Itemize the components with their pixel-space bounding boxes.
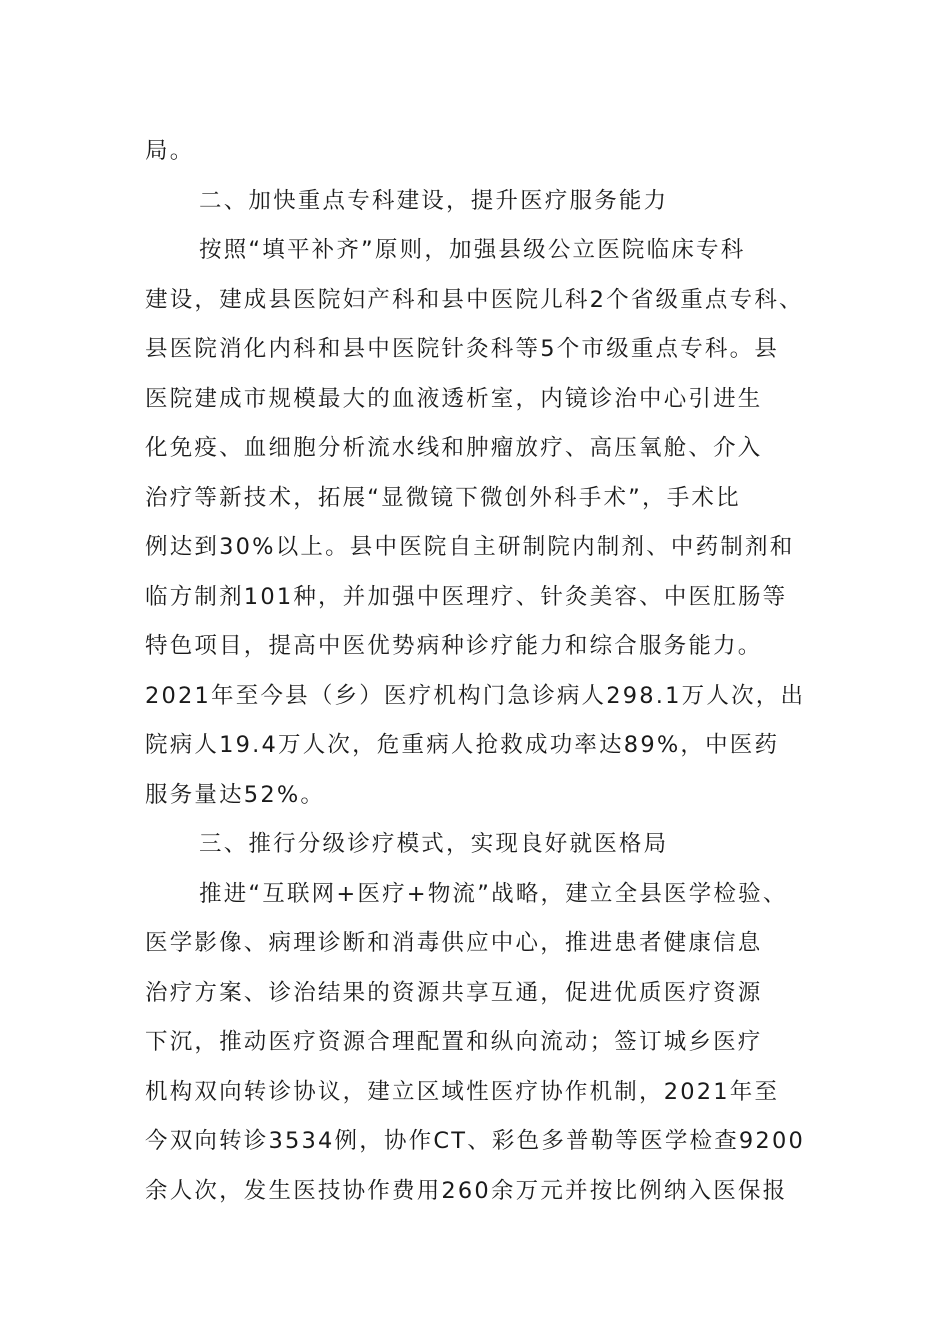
text-line: 机构双向转诊协议，建立区域性医疗协作机制，2021年至 (145, 1078, 780, 1105)
text-line: 医学影像、病理诊断和消毒供应中心，推进患者健康信息 (145, 930, 763, 956)
text-line: 局。 (145, 138, 195, 164)
text-line: 例达到30%以上。县中医院自主研制院内制剂、中药制剂和 (145, 534, 795, 560)
text-line: 今双向转诊3534例，协作CT、彩色多普勒等医学检查9200 (145, 1128, 805, 1154)
text-line: 三、推行分级诊疗模式，实现良好就医格局 (199, 831, 669, 857)
text-line: 余人次，发生医技协作费用260余万元并按比例纳入医保报 (145, 1177, 788, 1204)
text-line: 2021年至今县（乡）医疗机构门急诊病人298.1万人次，出 (145, 682, 806, 709)
text-line: 医院建成市规模最大的血液透析室，内镜诊治中心引进生 (145, 385, 763, 412)
text-line: 县医院消化内科和县中医院针灸科等5个市级重点专科。县 (145, 336, 780, 362)
text-line: 院病人19.4万人次，危重病人抢救成功率达89%，中医药 (145, 732, 780, 758)
text-line: 治疗等新技术，拓展“显微镜下微创外科手术”，手术比 (145, 484, 741, 511)
text-line: 服务量达52%。 (145, 781, 326, 808)
text-line: 按照“填平补齐”原则，加强县级公立医院临床专科 (199, 237, 746, 263)
text-line: 建设，建成县医院妇产科和县中医院儿科2个省级重点专科、 (145, 286, 804, 313)
text-line: 临方制剂101种，并加强中医理疗、针灸美容、中医肛肠等 (145, 583, 788, 610)
text-line: 二、加快重点专科建设，提升医疗服务能力 (199, 187, 669, 214)
text-line: 治疗方案、诊治结果的资源共享互通，促进优质医疗资源 (145, 979, 763, 1006)
text-line: 下沉，推动医疗资源合理配置和纵向流动；签订城乡医疗 (145, 1029, 763, 1055)
text-line: 化免疫、血细胞分析流水线和肿瘤放疗、高压氧舱、介入 (145, 435, 763, 461)
document-page (145, 127, 815, 1216)
text-line: 特色项目，提高中医优势病种诊疗能力和综合服务能力。 (145, 633, 763, 659)
text-line: 推进“互联网+医疗+物流”战略，建立全县医学检验、 (199, 880, 788, 907)
